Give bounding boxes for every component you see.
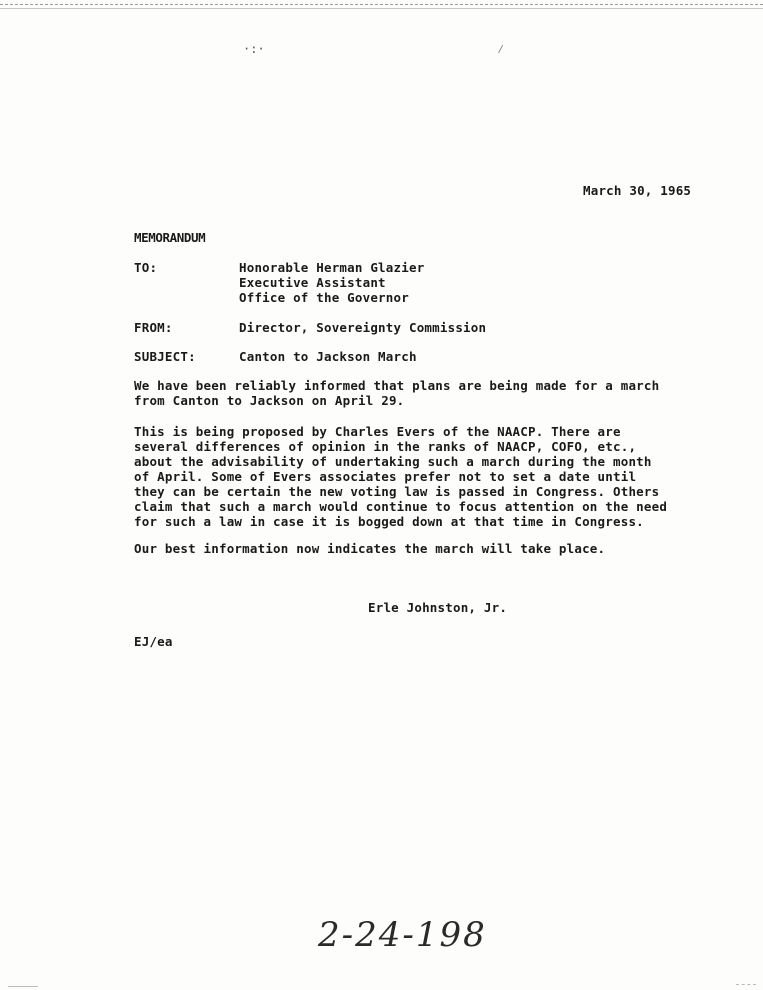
bottom-edge-mark-left: [8, 986, 38, 987]
signature-name: Erle Johnston, Jr.: [368, 600, 508, 615]
stray-mark-right: ⁄: [497, 42, 505, 56]
memo-heading: MEMORANDUM: [134, 230, 206, 245]
subject-label: SUBJECT:: [134, 349, 196, 364]
paragraph-line: from Canton to Jackson on April 29.: [134, 393, 405, 408]
paragraph-line: of April. Some of Evers associates prefer not to set a date until: [134, 469, 637, 484]
bottom-edge-mark-right: [736, 984, 756, 985]
to-label: TO:: [134, 260, 158, 275]
memo-date: March 30, 1965: [583, 183, 692, 198]
paragraph-line: about the advisability of undertaking such a march during the month: [134, 454, 652, 469]
paragraph-line: We have been reliably informed that plans are being made for a march: [134, 378, 660, 393]
top-edge-rule: [0, 4, 763, 5]
paragraph-line: This is being proposed by Charles Evers of the NAACP. There are: [134, 424, 621, 439]
from-value: Director, Sovereignty Commission: [239, 320, 487, 335]
to-recipient-title: Executive Assistant: [239, 275, 386, 290]
to-recipient-name: Honorable Herman Glazier: [239, 260, 425, 275]
body-paragraph-3: [134, 541, 734, 556]
paragraph-line: claim that such a march would continue to focus attention on the need: [134, 499, 668, 514]
body-paragraph-2: [134, 424, 734, 529]
typist-initials: EJ/ea: [134, 634, 173, 649]
paragraph-line: Our best information now indicates the march will take place.: [134, 541, 606, 556]
handwritten-file-number: 2-24-198: [318, 915, 487, 955]
to-recipient-office: Office of the Governor: [239, 290, 409, 305]
subject-value: Canton to Jackson March: [239, 349, 417, 364]
top-edge-rule-secondary: [0, 8, 763, 9]
body-paragraph-1: [134, 378, 734, 408]
from-label: FROM:: [134, 320, 173, 335]
paragraph-line: several differences of opinion in the ranks of NAACP, COFO, etc.,: [134, 439, 637, 454]
stray-mark-left: ·:·: [243, 42, 265, 56]
paragraph-line: they can be certain the new voting law is passed in Congress. Others: [134, 484, 660, 499]
paragraph-line: for such a law in case it is bogged down at that time in Congress.: [134, 514, 644, 529]
